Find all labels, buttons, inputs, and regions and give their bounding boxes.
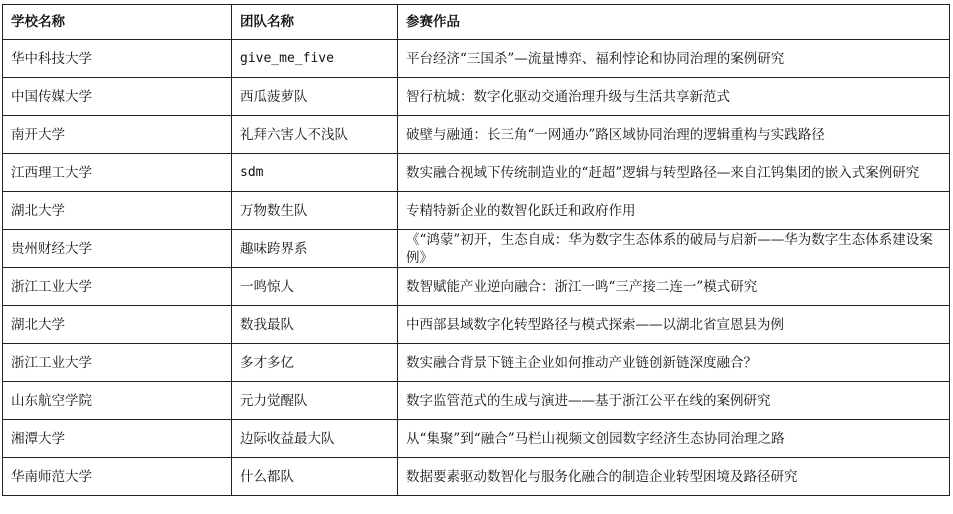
team-cell: 元力觉醒队 (232, 382, 398, 420)
work-cell: 破壁与融通：长三角“一网通办”路区域协同治理的逻辑重构与实践路径 (398, 116, 950, 154)
table-row (3, 192, 950, 230)
school-cell: 贵州财经大学 (3, 230, 232, 268)
table-row (3, 344, 950, 382)
table-row (3, 40, 950, 78)
work-cell: 数智赋能产业逆向融合：浙江一鸣“三产接二连一”模式研究 (398, 268, 950, 306)
table-row (3, 78, 950, 116)
work-cell: 从“集聚”到“融合”马栏山视频文创园数字经济生态协同治理之路 (398, 420, 950, 458)
school-cell: 江西理工大学 (3, 154, 232, 192)
school-cell: 华中科技大学 (3, 40, 232, 78)
team-cell: 礼拜六害人不浅队 (232, 116, 398, 154)
team-cell: 边际收益最大队 (232, 420, 398, 458)
school-cell: 湖北大学 (3, 192, 232, 230)
team-cell: 一鸣惊人 (232, 268, 398, 306)
work-cell: 数实融合视域下传统制造业的“赶超”逻辑与转型路径—来自江钨集团的嵌入式案例研究 (398, 154, 950, 192)
table-row (3, 458, 950, 496)
school-cell: 华南师范大学 (3, 458, 232, 496)
header-work: 参赛作品 (398, 5, 950, 40)
work-cell: 专精特新企业的数智化跃迁和政府作用 (398, 192, 950, 230)
work-cell: 智行杭城：数字化驱动交通治理升级与生活共享新范式 (398, 78, 950, 116)
table-row (3, 382, 950, 420)
school-cell: 湘潭大学 (3, 420, 232, 458)
table-row (3, 230, 950, 268)
entries-table (2, 4, 950, 496)
work-cell: 数据要素驱动数智化与服务化融合的制造企业转型困境及路径研究 (398, 458, 950, 496)
team-cell: 数我最队 (232, 306, 398, 344)
work-cell: 中西部县域数字化转型路径与模式探索——以湖北省宣恩县为例 (398, 306, 950, 344)
table-row (3, 420, 950, 458)
school-cell: 南开大学 (3, 116, 232, 154)
header-row (3, 5, 950, 40)
header-school: 学校名称 (3, 5, 232, 40)
school-cell: 湖北大学 (3, 306, 232, 344)
table-row (3, 154, 950, 192)
table-row (3, 268, 950, 306)
school-cell: 浙江工业大学 (3, 344, 232, 382)
team-cell: 什么都队 (232, 458, 398, 496)
team-cell: give_me_five (232, 40, 398, 78)
table-row (3, 116, 950, 154)
school-cell: 山东航空学院 (3, 382, 232, 420)
team-cell: 万物数生队 (232, 192, 398, 230)
team-cell: sdm (232, 154, 398, 192)
team-cell: 趣味跨界系 (232, 230, 398, 268)
school-cell: 浙江工业大学 (3, 268, 232, 306)
team-cell: 西瓜菠萝队 (232, 78, 398, 116)
table-row (3, 306, 950, 344)
school-cell: 中国传媒大学 (3, 78, 232, 116)
work-cell: 数实融合背景下链主企业如何推动产业链创新链深度融合？ (398, 344, 950, 382)
work-cell: 数字监管范式的生成与演进——基于浙江公平在线的案例研究 (398, 382, 950, 420)
header-team: 团队名称 (232, 5, 398, 40)
work-cell: 《“鸿蒙”初开，生态自成：华为数字生态体系的破局与启新——华为数字生态体系建设案例》 (398, 230, 950, 268)
team-cell: 多才多亿 (232, 344, 398, 382)
work-cell: 平台经济“三国杀”—流量博弈、福利悖论和协同治理的案例研究 (398, 40, 950, 78)
